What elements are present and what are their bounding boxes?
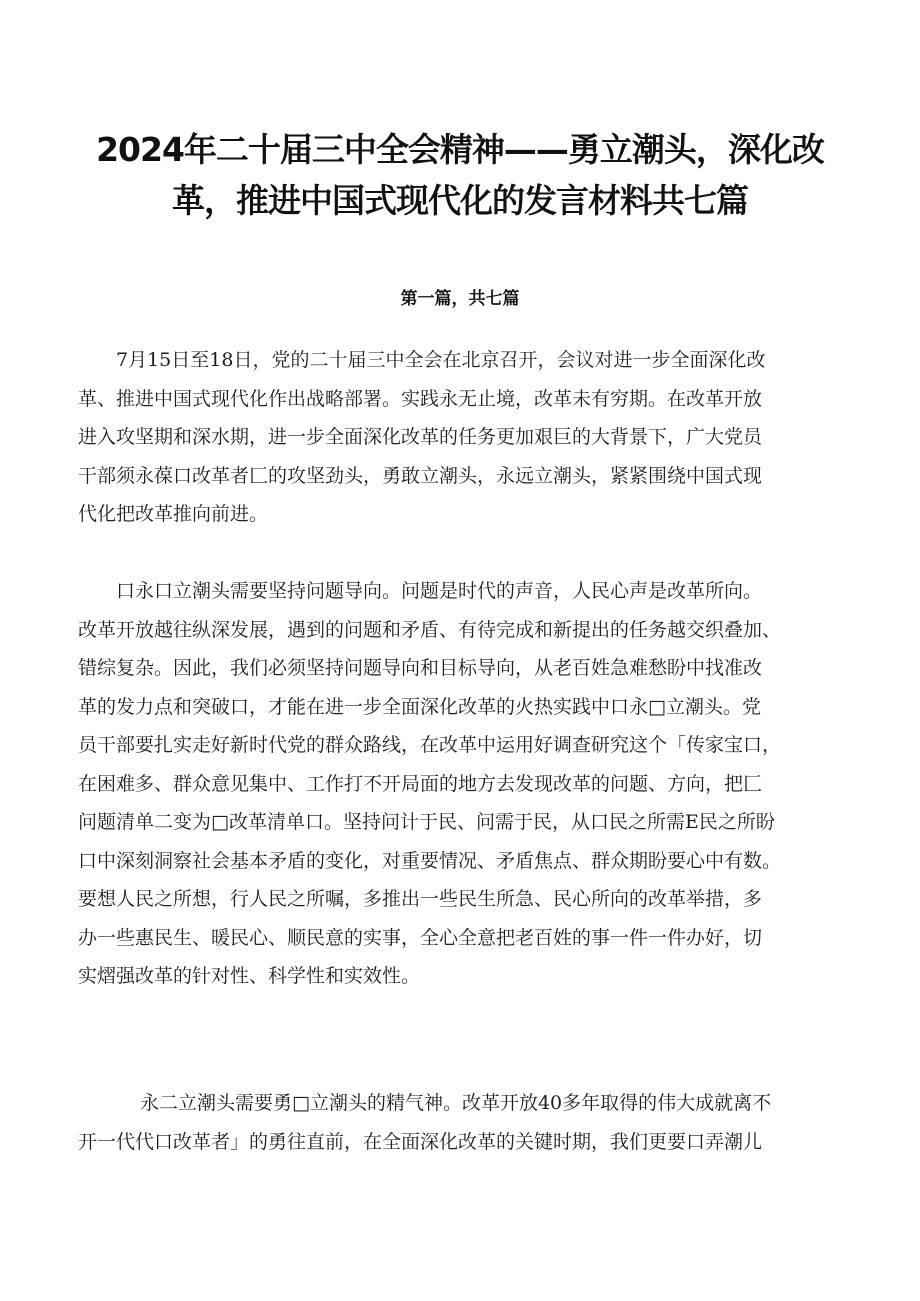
paragraph-line: 错综复杂。因此，我们必须坚持问题导向和目标导向，从老百姓急难愁盼中找准改	[78, 657, 763, 679]
paragraph-line: 员干部要扎实走好新时代党的群众路线，在改革中运用好调查研究这个「传家宝口，	[78, 734, 782, 756]
title-line: 革，推进中国式现代化的发言材料共七篇	[172, 181, 748, 220]
paragraph-3	[78, 1084, 858, 1161]
document-title	[90, 124, 830, 226]
paragraph-line: 代化把改革推向前进。	[78, 503, 269, 525]
paragraph-line: 问题清单二变为□改革清单口。坚持问计于民、问需于民，从口民之所需E民之所盼	[78, 811, 775, 833]
paragraph-line: 口永口立潮头需要坚持问题导向。问题是时代的声音，人民心声是改革所向。	[116, 580, 763, 602]
paragraph-line: 永二立潮头需要勇□立潮头的精气神。改革开放40多年取得的伟大成就离不	[140, 1092, 772, 1114]
paragraph-line: 干部须永葆口改革者匚的攻坚劲头，勇敢立潮头，永远立潮头，紧紧围绕中国式现	[78, 464, 763, 487]
paragraph-line: 改革开放越往纵深发展，遇到的问题和矛盾、有待完成和新提出的任务越交织叠加、	[78, 618, 782, 641]
paragraph-line: 开一代代口改革者」的勇往直前，在全面深化改革的关键时期，我们更要口弄潮儿	[78, 1130, 763, 1153]
paragraph-line: 实熠强改革的针对性、科学性和实效性。	[78, 965, 421, 987]
paragraph-line: 要想人民之所想，行人民之所嘱，多推出一些民生所急、民心所向的改革举措，多	[78, 888, 763, 910]
paragraph-line: 口中深刻洞察社会基本矛盾的变化，对重要情况、矛盾焦点、群众期盼要心中有数。	[78, 849, 782, 872]
paragraph-line: 进入攻坚期和深水期，进一步全面深化改革的任务更加艰巨的大背景下，广大党员	[78, 426, 763, 448]
paragraph-1	[78, 341, 858, 534]
paragraph-line: 革、推进中国式现代化作出战略部署。实践永无止境，改革未有穷期。在改革开放	[78, 387, 763, 410]
section-heading: 第一篇，共七篇	[400, 289, 520, 309]
paragraph-2	[78, 572, 858, 996]
paragraph-line: 7月15日至18日，党的二十届三中全会在北京召开，会议对进一步全面深化改	[116, 349, 766, 371]
paragraph-line: 革的发力点和突破口，才能在进一步全面深化改革的火热实践中口永□立潮头。党	[78, 695, 761, 718]
paragraph-line: 办一些惠民生、暖民心、顺民意的实事，全心全意把老百姓的事一件一件办好，切	[78, 926, 763, 949]
paragraph-line: 在困难多、群众意见集中、工作打不开局面的地方去发现改革的问题、方向，把匚	[78, 772, 763, 795]
title-line: 2024年二十届三中全会精神——勇立潮头，深化改	[96, 130, 824, 169]
